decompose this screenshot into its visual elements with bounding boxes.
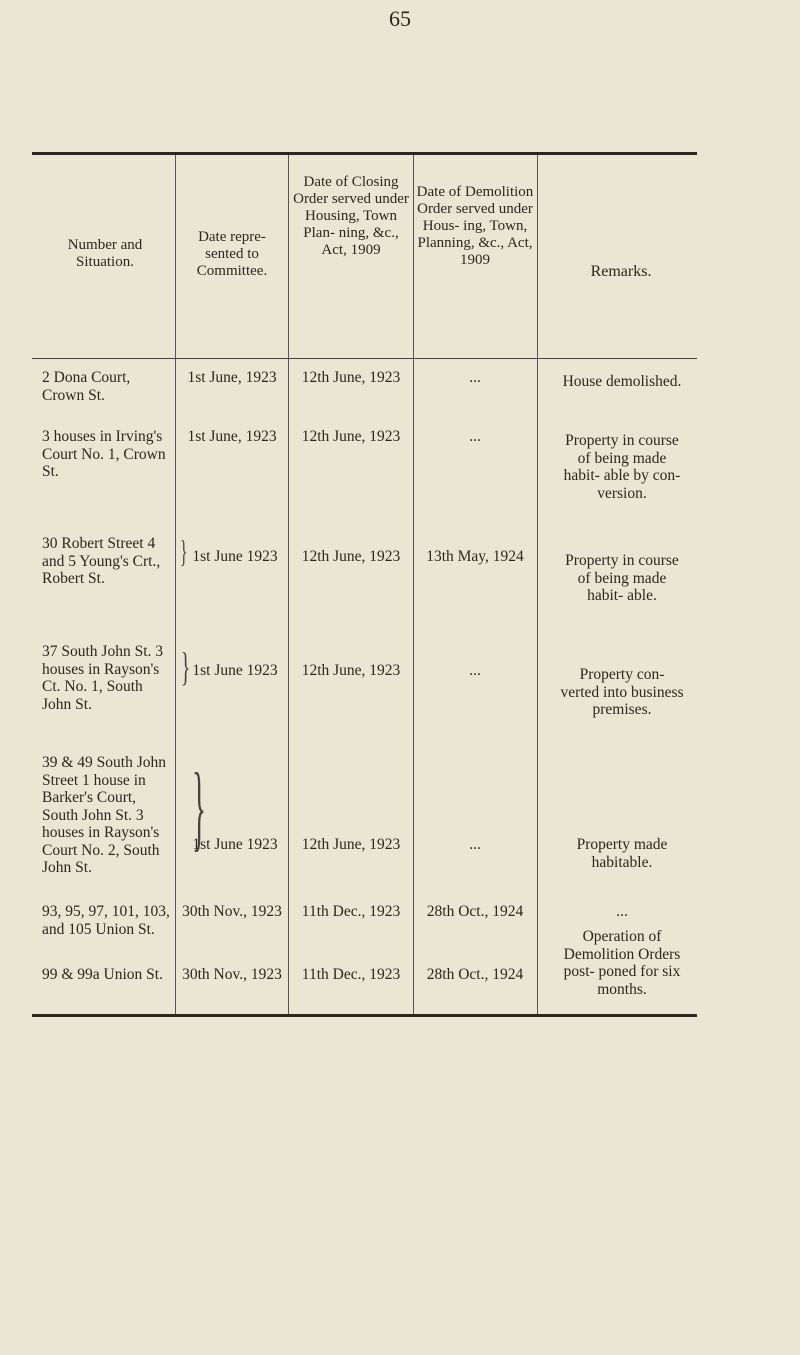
brace-mark: }	[192, 753, 206, 860]
row-5-presented: 1st June 1923	[192, 836, 278, 853]
row-7-presented: 30th Nov., 1923	[182, 966, 282, 983]
header-demolition-order: Date of Demolition Order served under Hous- ing, Town, Planning, &c., Act, 1909	[416, 184, 534, 268]
page-number: 65	[389, 6, 411, 31]
column-divider	[175, 155, 176, 1014]
row-3-presented: 1st June 1923	[192, 548, 278, 565]
table-top-rule	[32, 152, 697, 155]
row-5-demolition: ...	[469, 836, 481, 853]
row-1-presented: 1st June, 1923	[187, 369, 277, 386]
row-6-demolition: 28th Oct., 1924	[426, 903, 524, 920]
row-2-remarks: Property in course of being made habit- able by con- version.	[563, 432, 681, 502]
row-2-demolition: ...	[469, 428, 481, 445]
row-1-closing: 12th June, 1923	[301, 369, 401, 386]
row-6-closing: 11th Dec., 1923	[301, 903, 401, 920]
row-3-demolition: 13th May, 1924	[426, 548, 524, 565]
row-6-remarks: ...	[616, 903, 628, 920]
row-1-demolition: ...	[469, 369, 481, 386]
row-7-situation: 99 & 99a Union St.	[42, 966, 163, 983]
row-1-situation: 2 Dona Court, Crown St.	[42, 369, 131, 404]
row-4-closing: 12th June, 1923	[301, 662, 401, 679]
table-bottom-rule	[32, 1014, 697, 1017]
row-1-remarks: House demolished.	[562, 373, 682, 390]
row-5-closing: 12th June, 1923	[301, 836, 401, 853]
row-4-presented: 1st June 1923	[192, 662, 278, 679]
column-divider	[413, 155, 414, 1014]
brace-mark: }	[180, 644, 191, 689]
row-2-situation: 3 houses in Irving's Court No. 1, Crown St.	[42, 428, 166, 480]
header-closing-order: Date of Closing Order served under Housing, Town Plan- ning, &c., Act, 1909	[293, 174, 409, 258]
row-5-remarks: Property made habitable.	[576, 836, 668, 871]
row-4-demolition: ...	[469, 662, 481, 679]
header-rule	[32, 358, 697, 359]
row-7-remarks: Operation of Demolition Orders post- poned for six months.	[563, 928, 681, 998]
header-number: Number and Situation.	[67, 237, 143, 270]
row-3-closing: 12th June, 1923	[301, 548, 401, 565]
brace-mark: }	[179, 533, 188, 569]
row-6-presented: 30th Nov., 1923	[182, 903, 282, 920]
row-3-remarks: Property in course of being made habit- able.	[565, 552, 679, 604]
row-6-situation: 93, 95, 97, 101, 103, and 105 Union St.	[42, 903, 170, 938]
row-7-demolition: 28th Oct., 1924	[426, 966, 524, 983]
header-remarks: Remarks.	[590, 263, 652, 280]
row-3-situation: 30 Robert Street 4 and 5 Young's Crt., Robert St.	[42, 535, 161, 587]
row-4-situation: 37 South John St. 3 houses in Rayson's Ct. No. 1, South John St.	[42, 643, 164, 713]
row-2-presented: 1st June, 1923	[187, 428, 277, 445]
header-date-presented: Date repre- sented to Committee.	[196, 229, 268, 279]
column-divider	[288, 155, 289, 1014]
row-5-situation: 39 & 49 South John Street 1 house in Barker's Court, South John St. 3 houses in Rayson's Court No. 2, South John St.	[42, 754, 167, 876]
column-divider	[537, 155, 538, 1014]
row-4-remarks: Property con- verted into business premises.	[560, 666, 684, 718]
row-7-closing: 11th Dec., 1923	[301, 966, 401, 983]
row-2-closing: 12th June, 1923	[301, 428, 401, 445]
